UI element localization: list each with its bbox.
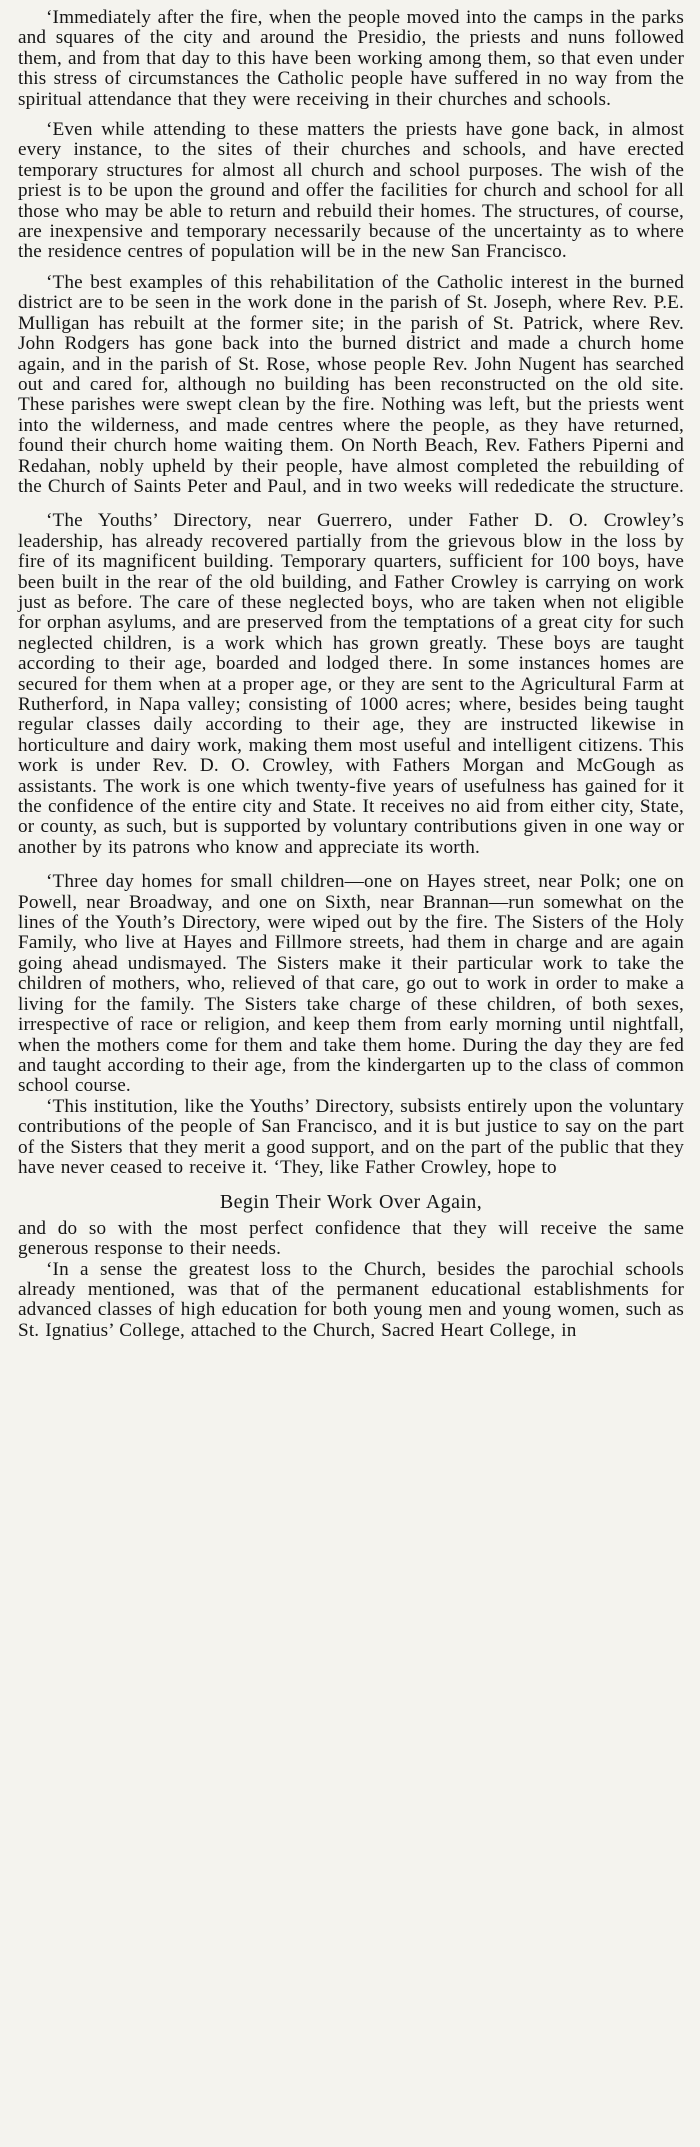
paragraph-temporary-structures: ‘Even while attending to these matters the priests have gone back, in almost every instance, to the sites of their churches and schools, and have erected temporary structures for almost all church and school purposes. The wish of the priest is to be upon the ground and offer the facilities for church and school for all those who may be able to return and rebuild their homes. The structures, of course, are inexpensive and temporary necessarily because of the uncertainty as to where the residence centres of population will be in the new San Francisco. bbox=[18, 119, 684, 263]
paragraph-youths-directory: ‘The Youths’ Directory, near Guerrero, under Father D. O. Crowley’s leadership, has already recovered partially from the grievous blow in the loss by fire of its magnificent building. Temporary quarters, sufficient for 100 boys, have been built in the rear of the old building, and Father Crowley is carrying on work just as before. The care of these neglected boys, who are taken when not eligible for orphan asylums, and are preserved from the temptations of a great city for such neglected children, is a work which has grown greatly. These boys are taught according to their age, boarded and lodged there. In some instances homes are secured for them when at a proper age, or they are sent to the Agricultural Farm at Rutherford, in Napa valley; consisting of 1000 acres; where, besides being taught regular classes daily according to their age, they are instructed likewise in horticulture and dairy work, making them most useful and intelligent citizens. This work is under Rev. D. O. Crowley, with Fathers Morgan and McGough as assistants. The work is one which twenty-five years of usefulness has gained for it the confidence of the entire city and State. It receives no aid from either city, State, or county, as such, but is supported by voluntary contributions given in one way or another by its patrons who know and appreciate its worth. bbox=[18, 510, 684, 858]
paragraph-day-homes: ‘Three day homes for small children—one on Hayes street, near Polk; one on Powell, near Broadway, and one on Sixth, near Brannan—run somewhat on the lines of the Youth’s Directory, were wiped out by the fire. The Sisters of the Holy Family, who live at Hayes and Fillmore streets, had them in charge and are again going ahead undismayed. The Sisters make it their particular work to take the children of mothers, who, relieved of that care, go out to work in order to make a living for the family. The Sisters take charge of these children, of both sexes, irrespective of race or religion, and keep them from early morning until nightfall, when the mothers come for them and take them home. During the day they are fed and taught according to their age, from the kindergarten up to the class of common school course. bbox=[18, 871, 684, 1097]
paragraph-camps: ‘Immediately after the fire, when the people moved into the camps in the parks and squares of the city and around the Presidio, the priests and nuns followed them, and from that day to this have been working among them, so that even under this stress of circumstances the Catholic people have suffered in no way from the spiritual attendance that they were receiving in their churches and schools. bbox=[18, 7, 684, 110]
paragraph-parish-rebuilding: ‘The best examples of this rehabilitation of the Catholic interest in the burned district are to be seen in the work done in the parish of St. Joseph, where Rev. P.E. Mulligan has rebuilt at the former site; in the parish of St. Patrick, where Rev. John Rodgers has gone back into the burned district and made a church home again, and in the parish of St. Rose, whose people Rev. John Nugent has searched out and cared for, although no building has been reconstructed on the old site. These parishes were swept clean by the fire. Nothing was left, but the priests went into the wilderness, and made centres where the people, as they have returned, found their church home waiting them. On North Beach, Rev. Fathers Piperni and Redahan, nobly upheld by their people, have almost completed the rebuilding of the Church of Saints Peter and Paul, and in two weeks will rededicate the structure. bbox=[18, 271, 685, 497]
paragraph-educational-loss: ‘In a sense the greatest loss to the Church, besides the parochial schools already mentioned, was that of the permanent educational establishments for advanced classes of high education for both young men and young women, such as St. Ignatius’ College, attached to the Church, Sacred Heart College, in bbox=[18, 1258, 684, 1341]
paragraph-confidence: and do so with the most perfect confidence that they will receive the same generous response to their needs. bbox=[18, 1217, 684, 1260]
paragraph-institution-support: ‘This institution, like the Youths’ Directory, subsists entirely upon the voluntary contributions of the people of San Francisco, and it is but justice to say on the part of the Sisters that they merit a good support, and on the part of the public that they have never ceased to receive it. ‘They, like Father Crowley, hope to bbox=[18, 1095, 684, 1178]
section-subheading: Begin Their Work Over Again, bbox=[219, 1191, 483, 1214]
